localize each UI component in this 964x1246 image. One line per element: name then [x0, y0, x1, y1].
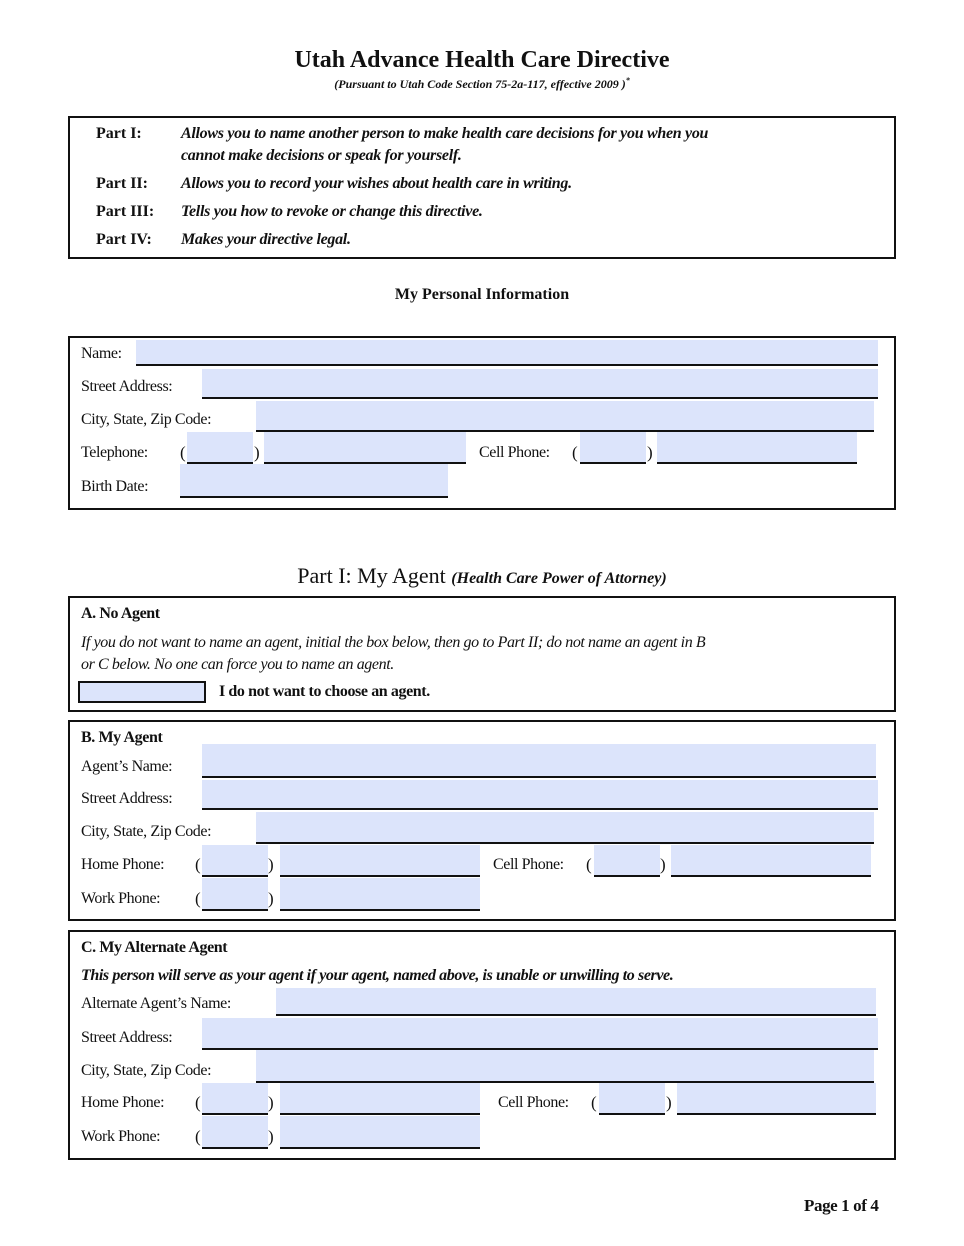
- agent-cell-phone-label: Cell Phone:: [493, 856, 564, 873]
- agent-work-phone-label: Work Phone:: [81, 890, 161, 907]
- overview-part-4-label: Part IV:: [96, 231, 152, 248]
- personal-info-heading: My Personal Information: [394, 286, 570, 303]
- alt-cell-close-paren: ): [666, 1093, 672, 1112]
- alt-agent-city-label: City, State, Zip Code:: [81, 1062, 212, 1079]
- alt-cell-number-field[interactable]: [677, 1083, 876, 1115]
- alt-agent-street-label: Street Address:: [81, 1029, 173, 1046]
- name-field[interactable]: [136, 340, 878, 366]
- alt-agent-home-phone-label: Home Phone:: [81, 1094, 165, 1111]
- footnote-marker: *: [625, 76, 630, 85]
- agent-work-close-paren: ): [268, 889, 274, 908]
- agent-cell-area-code-field[interactable]: [594, 845, 660, 877]
- overview-part-4-desc: Makes your directive legal.: [181, 231, 351, 248]
- agent-home-open-paren: (: [195, 855, 201, 874]
- alt-agent-name-field[interactable]: [276, 988, 876, 1016]
- city-state-zip-field[interactable]: [256, 401, 874, 432]
- overview-part-3-label: Part III:: [96, 203, 155, 220]
- alt-work-number-field[interactable]: [280, 1116, 480, 1149]
- section-a-instructions: If you do not want to name an agent, initial the box below, then go to Part II; do not name an agent in B: [81, 634, 706, 651]
- part-1-heading: [0, 563, 964, 589]
- cell-open-paren: (: [572, 443, 578, 462]
- section-c-title: C. My Alternate Agent: [81, 939, 228, 956]
- alt-agent-work-phone-label: Work Phone:: [81, 1128, 161, 1145]
- overview-part-2-label: Part II:: [96, 175, 148, 192]
- overview-part-1-label: Part I:: [96, 125, 142, 142]
- agent-work-open-paren: (: [195, 889, 201, 908]
- agent-cell-open-paren: (: [586, 855, 592, 874]
- agent-cell-number-field[interactable]: [671, 845, 871, 877]
- agent-home-number-field[interactable]: [280, 845, 480, 877]
- alt-agent-name-label: Alternate Agent’s Name:: [81, 995, 231, 1012]
- document-subtitle: [0, 76, 964, 92]
- cell-close-paren: ): [647, 443, 653, 462]
- agent-home-area-code-field[interactable]: [202, 845, 268, 877]
- alt-home-open-paren: (: [195, 1093, 201, 1112]
- telephone-label: Telephone:: [81, 444, 148, 461]
- street-address-label: Street Address:: [81, 378, 173, 395]
- cell-phone-label: Cell Phone:: [479, 444, 550, 461]
- cell-area-code-field[interactable]: [580, 432, 646, 464]
- agent-city-label: City, State, Zip Code:: [81, 823, 212, 840]
- agent-street-label: Street Address:: [81, 790, 173, 807]
- overview-part-2-desc: Allows you to record your wishes about health care in writing.: [181, 175, 572, 192]
- alt-home-number-field[interactable]: [280, 1083, 480, 1115]
- telephone-area-code-field[interactable]: [187, 432, 253, 464]
- page-number: Page 1 of 4: [804, 1196, 879, 1215]
- birth-date-field[interactable]: [180, 464, 448, 498]
- telephone-open-paren: (: [180, 443, 186, 462]
- agent-work-area-code-field[interactable]: [202, 878, 268, 911]
- street-address-field[interactable]: [202, 369, 878, 399]
- section-b-title: B. My Agent: [81, 729, 163, 746]
- part-1-heading-sub: (Health Care Power of Attorney): [451, 570, 667, 587]
- cell-number-field[interactable]: [657, 432, 857, 464]
- birth-date-label: Birth Date:: [81, 478, 149, 495]
- alt-home-area-code-field[interactable]: [202, 1083, 268, 1115]
- alt-cell-open-paren: (: [591, 1093, 597, 1112]
- section-a-title: A. No Agent: [81, 605, 160, 622]
- section-a-instructions-cont: or C below. No one can force you to name an agent.: [81, 656, 394, 673]
- agent-work-number-field[interactable]: [280, 878, 480, 911]
- section-c-instructions: This person will serve as your agent if your agent, named above, is unable or unwilling to serve.: [81, 967, 674, 984]
- part-1-heading-main: Part I: My Agent: [297, 563, 446, 588]
- alt-cell-area-code-field[interactable]: [599, 1083, 665, 1115]
- overview-part-1-desc: Allows you to name another person to make health care decisions for you when you: [181, 125, 709, 142]
- no-agent-label: I do not want to choose an agent.: [219, 683, 430, 700]
- alt-agent-city-field[interactable]: [256, 1050, 874, 1083]
- agent-home-phone-label: Home Phone:: [81, 856, 165, 873]
- agent-home-close-paren: ): [268, 855, 274, 874]
- name-label: Name:: [81, 345, 122, 362]
- agent-name-field[interactable]: [202, 744, 876, 778]
- alt-work-area-code-field[interactable]: [202, 1116, 268, 1149]
- overview-part-1-desc-cont: cannot make decisions or speak for yourself.: [181, 147, 462, 164]
- agent-name-label: Agent’s Name:: [81, 758, 173, 775]
- alt-agent-street-field[interactable]: [202, 1018, 878, 1050]
- alt-work-open-paren: (: [195, 1127, 201, 1146]
- alt-home-close-paren: ): [268, 1093, 274, 1112]
- alt-work-close-paren: ): [268, 1127, 274, 1146]
- no-agent-initial-box[interactable]: [78, 681, 206, 703]
- telephone-close-paren: ): [254, 443, 260, 462]
- city-state-zip-label: City, State, Zip Code:: [81, 411, 212, 428]
- agent-street-field[interactable]: [202, 780, 878, 810]
- agent-city-field[interactable]: [256, 812, 874, 844]
- subtitle-text: (Pursuant to Utah Code Section 75-2a-117, effective 2009 ): [334, 77, 626, 91]
- alt-agent-cell-phone-label: Cell Phone:: [498, 1094, 569, 1111]
- telephone-number-field[interactable]: [264, 432, 466, 464]
- document-title: Utah Advance Health Care Directive: [294, 47, 670, 73]
- overview-part-3-desc: Tells you how to revoke or change this directive.: [181, 203, 483, 220]
- agent-cell-close-paren: ): [660, 855, 666, 874]
